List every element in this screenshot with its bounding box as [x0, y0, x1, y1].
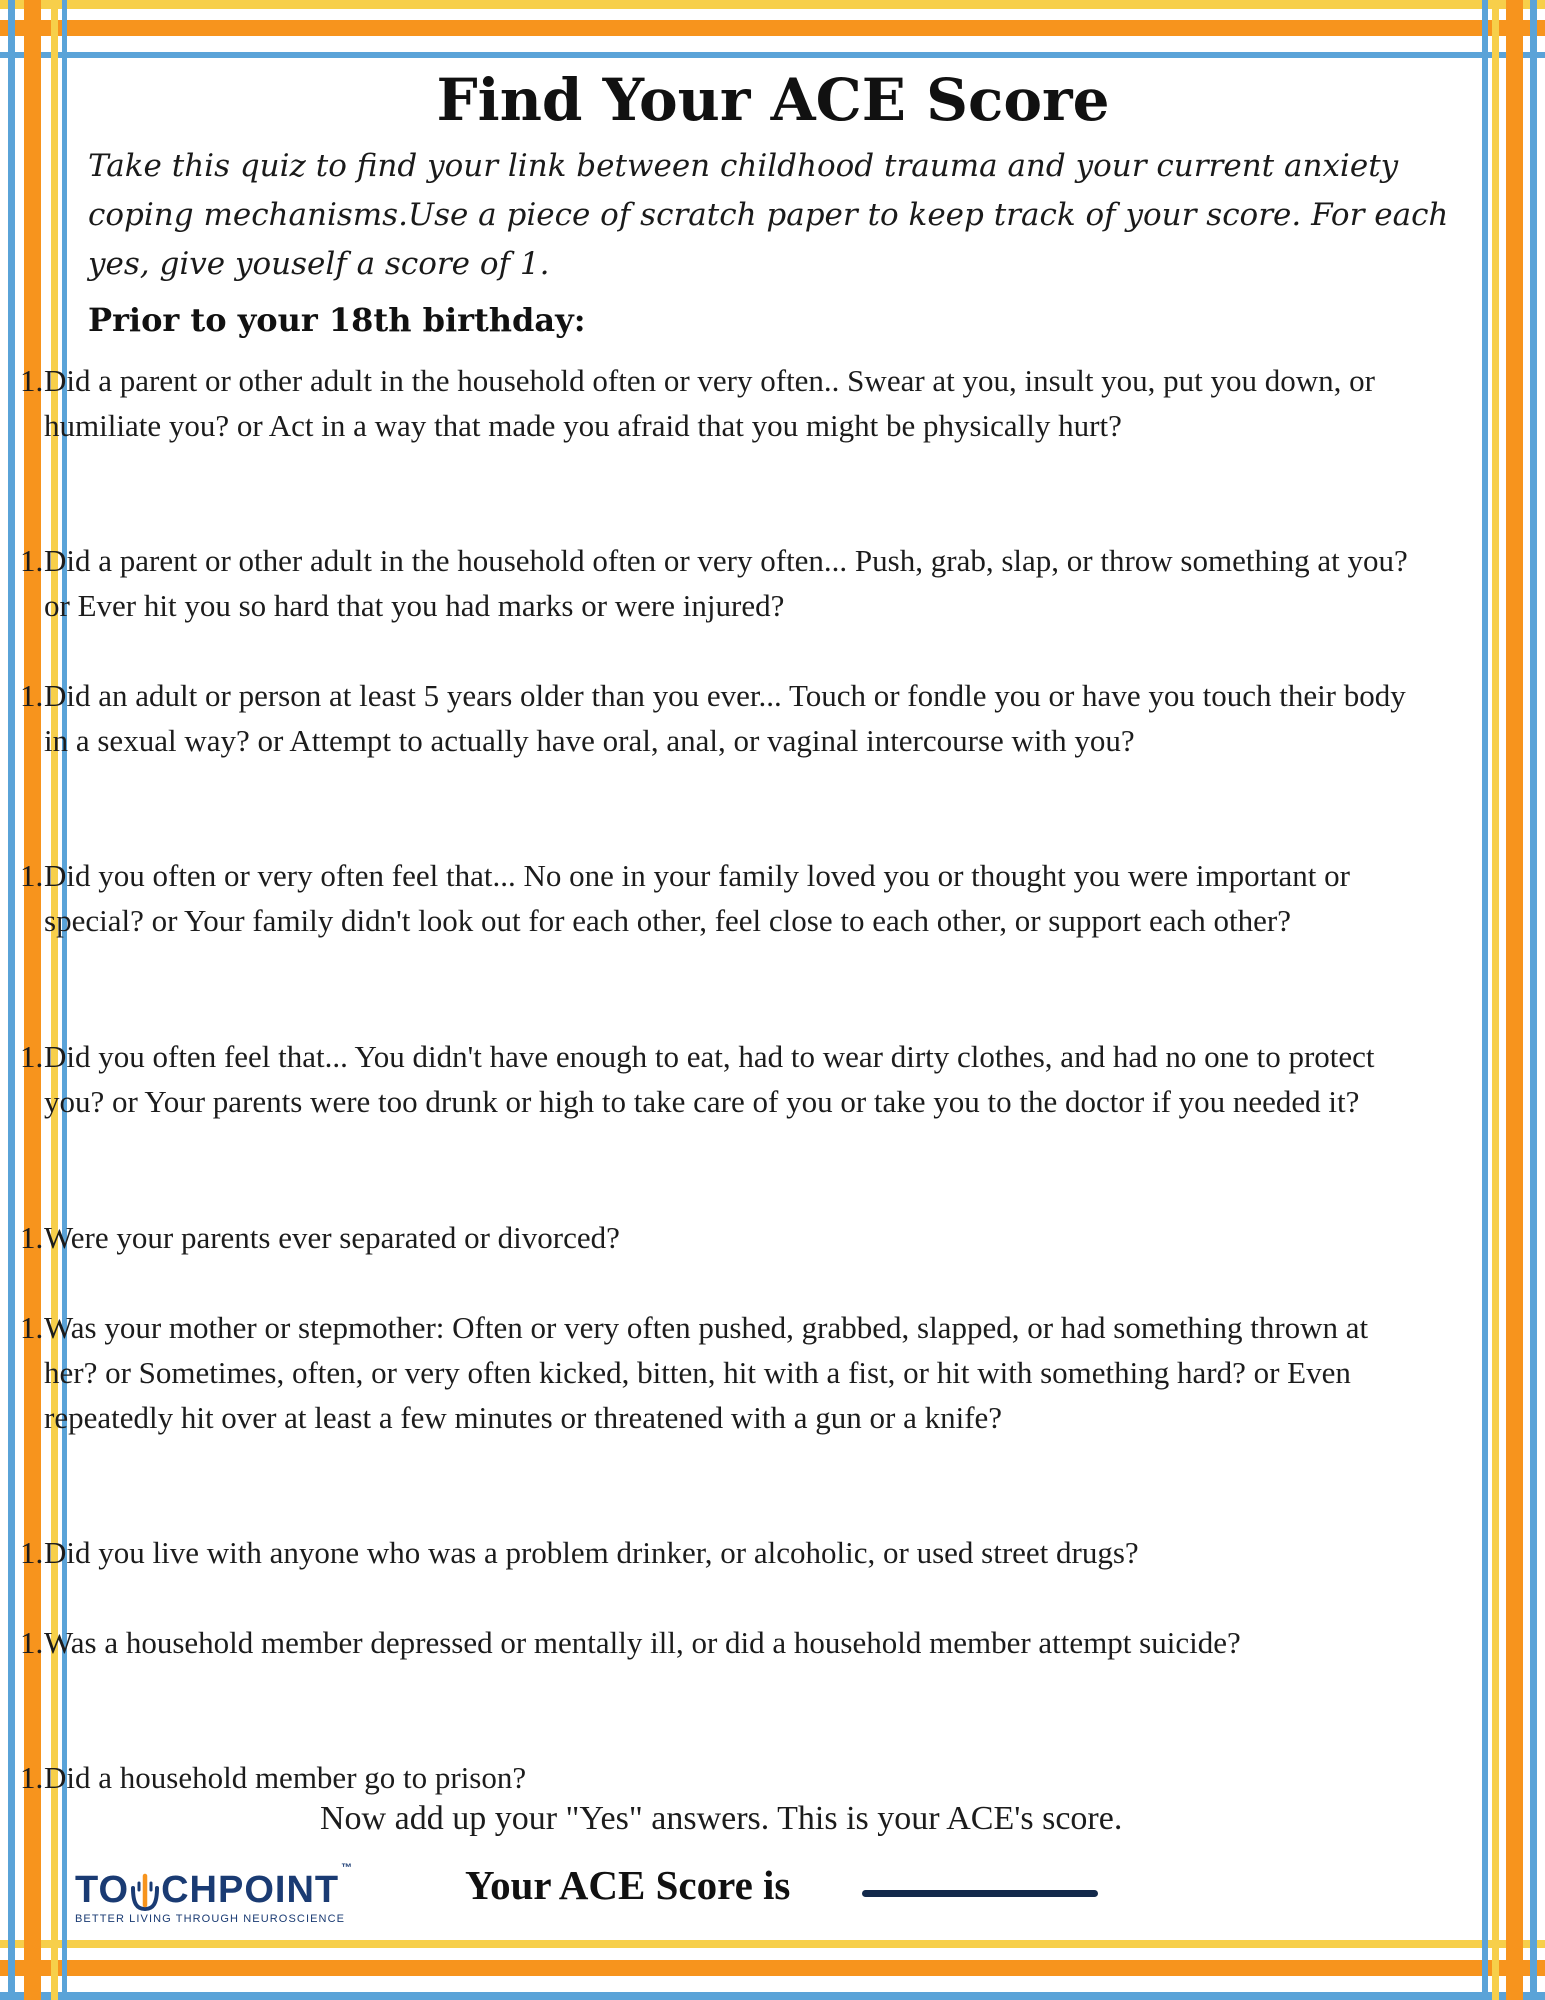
border-left-yellow	[51, 0, 58, 2000]
question-text: Was a household member depressed or mentally ill, or did a household member attempt suicide?	[44, 1625, 1241, 1660]
logo-text-start: TO	[75, 1869, 130, 1911]
question-item	[0, 1305, 1410, 1440]
border-bottom-orange	[0, 1960, 1545, 1976]
question-text: Did a parent or other adult in the household often or very often... Push, grab, slap, or throw something at you? or Ever hit you so hard that you had marks or were injured?	[44, 543, 1408, 623]
question-text: Did a parent or other adult in the household often or very often.. Swear at you, insult you, put you down, or humiliate you? or Act in a way that made you afraid that you might be physically hurt?	[44, 363, 1376, 443]
border-right-yellow	[1492, 0, 1499, 2000]
logo-trademark: ™	[341, 1862, 354, 1874]
logo-wordmark	[75, 1862, 354, 1912]
logo-tagline: BETTER LIVING THROUGH NEUROSCIENCE	[75, 1913, 346, 1925]
question-number: 1.	[20, 1310, 44, 1345]
score-label: Your ACE Score is	[465, 1862, 791, 1908]
document-body	[88, 60, 1488, 345]
question-text: Did you often feel that... You didn't have enough to eat, had to wear dirty clothes, and had no one to protect you? or Your parents were too drunk or high to take care of you or take you to the doctor if you needed it?	[44, 1039, 1375, 1119]
touchpoint-logo	[75, 1862, 354, 1925]
question-text: Did an adult or person at least 5 years older than you ever... Touch or fondle you or have you touch their body in a sexual way? or Attempt to actually have oral, anal, or vaginal intercourse with you?	[44, 678, 1406, 758]
question-item	[0, 1755, 1410, 1800]
question-number: 1.	[20, 1220, 44, 1255]
border-right-blue-outer	[1530, 0, 1537, 2000]
question-item	[0, 1620, 1410, 1665]
logo-text-end: CHPOINT	[161, 1869, 340, 1911]
border-top-orange	[0, 20, 1545, 36]
border-bottom-yellow	[0, 1940, 1545, 1948]
intro-text: Take this quiz to find your link between childhood trauma and your current anxiety coping mechanisms.Use a piece of scratch paper to keep track of your score. For each yes, give youself a score of 1.	[88, 148, 1449, 282]
border-left-blue-outer	[8, 0, 15, 2000]
question-number: 1.	[20, 1039, 44, 1074]
question-number: 1.	[20, 363, 44, 398]
question-item	[0, 1034, 1410, 1124]
border-bottom-blue	[0, 1992, 1545, 2000]
question-number: 1.	[20, 1760, 44, 1795]
question-text: Did a household member go to prison?	[44, 1760, 527, 1795]
question-number: 1.	[20, 858, 44, 893]
question-item	[0, 538, 1410, 628]
question-item	[0, 1530, 1410, 1575]
border-left-orange	[24, 0, 41, 2000]
footer-instruction: Now add up your "Yes" answers. This is your ACE's score.	[320, 1800, 1123, 1837]
border-left-blue-inner	[62, 0, 67, 2000]
subheading: Prior to your 18th birthday:	[88, 301, 586, 339]
question-item	[0, 673, 1410, 763]
question-item	[0, 1215, 1410, 1260]
question-number: 1.	[20, 543, 44, 578]
question-text: Was your mother or stepmother: Often or very often pushed, grabbed, slapped, or had something thrown at her? or Sometimes, often, or very often kicked, bitten, hit with a fist, or hit with something hard? or Even repeatedly hit over at least a few minutes or threatened with a gun or a knife?	[44, 1310, 1369, 1435]
border-right-orange	[1506, 0, 1523, 2000]
hand-icon	[130, 1872, 160, 1912]
question-number: 1.	[20, 1625, 44, 1660]
border-top-yellow	[0, 0, 1545, 9]
score-blank-line	[862, 1890, 1098, 1897]
question-text: Did you often or very often feel that... No one in your family loved you or thought you were important or special? or Your family didn't look out for each other, feel close to each other, or support each other?	[44, 858, 1350, 938]
border-top-blue	[0, 52, 1545, 58]
question-number: 1.	[20, 678, 44, 713]
question-text: Were your parents ever separated or divorced?	[44, 1220, 620, 1255]
question-number: 1.	[20, 1535, 44, 1570]
question-text: Did you live with anyone who was a problem drinker, or alcoholic, or used street drugs?	[44, 1535, 1139, 1570]
page-title: Find Your ACE Score	[436, 66, 1110, 134]
question-item	[0, 358, 1410, 448]
question-item	[0, 853, 1410, 943]
